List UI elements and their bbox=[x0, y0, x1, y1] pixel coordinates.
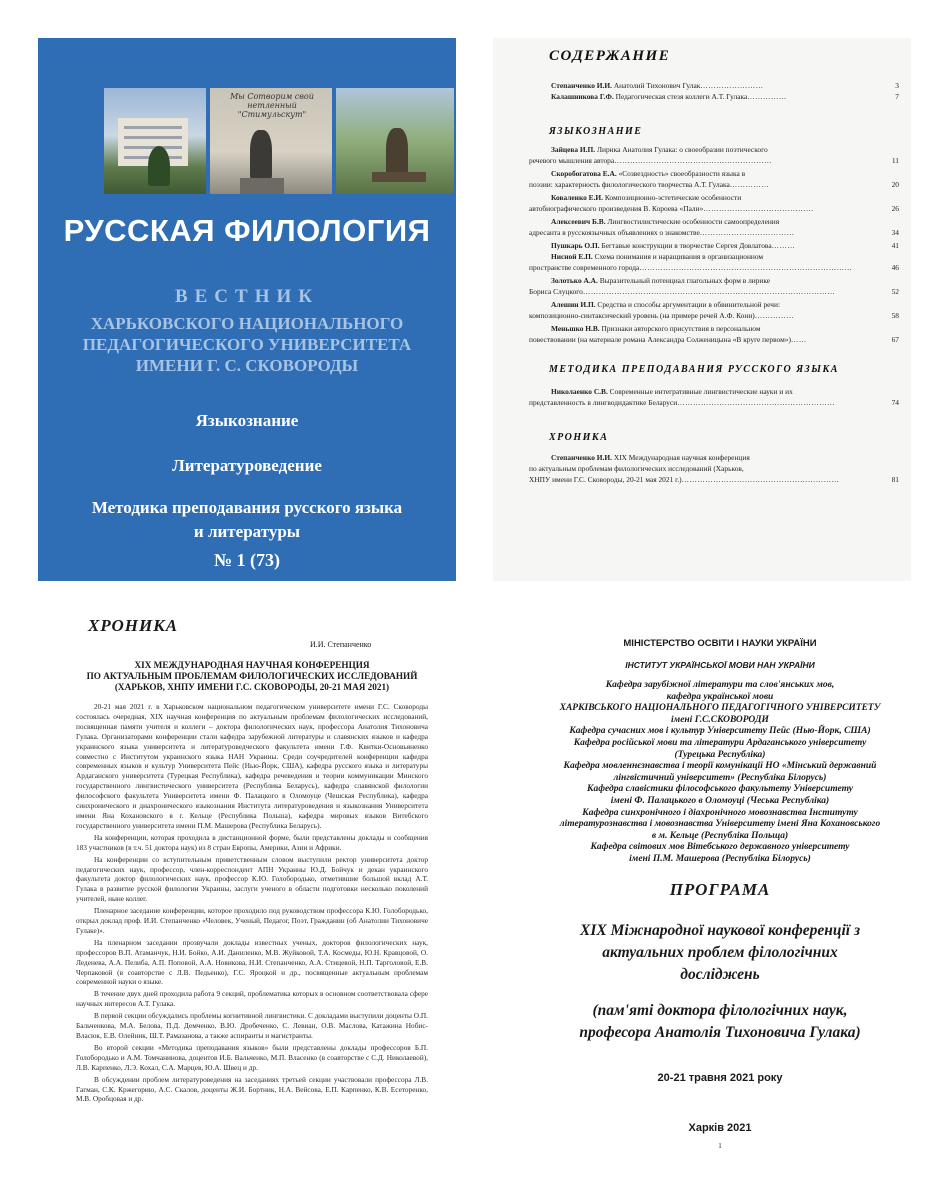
toc-entry: Коваленко Е.И. Композиционно-эстетические особенности автобиографического произведения В. Короева «Пали»…………………………………… 26 bbox=[529, 193, 899, 213]
program-title-page bbox=[510, 620, 930, 1180]
program-title: ПРОГРАМА bbox=[669, 880, 771, 899]
paragraph: На конференции, которая проходила в дистанционной форме, были представлены доклады и сообщения 183 участников (в т.ч. 51 доктора наук) из 8 стран Европы, Америки, Азии и Африки. bbox=[76, 832, 428, 852]
toc-entry: Зайцева И.П. Лирика Анатолия Гулака: о своеобразии поэтического речевого мышления автора…………………………………………………… 11 bbox=[529, 145, 899, 165]
toc-entry: Алексеевич Б.В. Лингвостилистические особенности самоопределения адресанта в русскоязычных объявлениях о знакомстве……………………………… 34 bbox=[529, 217, 899, 237]
toc-entry: Алешин И.П. Средства и способы аргументации в обвинительной речи: композиционно-синтаксический уровень (на примере речей А.Ф. Кони)…………… 58 bbox=[529, 300, 899, 320]
institute-name: ІНСТИТУТ УКРАЇНСЬКОЇ МОВИ НАН УКРАЇНИ bbox=[625, 660, 815, 670]
toc-entry: Скоробогатова Е.А. «Созвездность» своеобразности языка в поэзии: характерность филологического творчества А.Т. Гулака…………… 20 bbox=[529, 169, 899, 189]
toc-entry: Николаенко С.В. Современные интегративные лингвистические науки и их представленность в лингводидактике Беларуси…………………………………………………… 74 bbox=[529, 387, 899, 407]
journal-cover bbox=[38, 38, 456, 581]
chronicle-page bbox=[48, 600, 456, 1180]
chronicle-body bbox=[76, 702, 428, 1106]
page-number: 1 bbox=[718, 1142, 722, 1150]
toc-entry: Степанченко И.И. XIX Международная научная конференция по актуальным проблемам филологических исследований (Харьков, ХНПУ имени Г.С. Сковороды, 20-21 мая 2021 г.)…………………………………………………… 81 bbox=[529, 453, 899, 484]
cover-section-methodology: Методика преподавания русского языка и литературы bbox=[91, 498, 403, 541]
organizers-list: Кафедра зарубіжної літератури та слов'янських мов, кафедра української мови ХАРКІВСЬКОГО НАЦІОНАЛЬНОГО ПЕДАГОГІЧНОГО УНІВЕРСИТЕТУ імені Г.С.СКОВОРОДИ Кафедра сучасних мов і культур Університету Пейс (Нью-Йорк, США) Кафедра російської мови та літератури Ардаганського університету (Турецька Республіка) Кафедра мовленнєзнавства і теорії комунікації НО «Мінський державний лінгвістичний університет» (Республіка Білорусь) Кафедра славістики філософського факультету Університету імені Ф. Палацького в Оломоуці (Чеська Республіка) Кафедра синхронічного і діахронічного мовознавства Інституту літературознавства і мовознавства Університету імені Яна Кохановського в м. Кельце (Республіка Польща) Кафедра світових мов Вітебського державного університету імені П.М. Машерова (Республіка Білорусь) bbox=[559, 680, 881, 864]
paragraph: На конференции со вступительным приветственным словом выступили ректор университета доктор педагогических наук, профессор, член-корреспондент АПН Украины Ю.Д. Бойчук и декан украинского факультета доктор филологических наук, профессор К.Ю. Голобородько, отметившие большой вклад А.Т. Гулака в развитие русской филологии Украины, заслуги ученого в области подготовки несколько поколений учителей, ныне коллег. bbox=[76, 854, 428, 904]
cover-title: РУССКАЯ ФИЛОЛОГИЯ bbox=[63, 213, 431, 248]
toc-entry: Степанченко И.И. Анатолий Тихонович Гулак…………………… 3 bbox=[551, 81, 899, 90]
cover-section-literature: Литературоведение bbox=[172, 456, 322, 475]
conference-name: XIX Міжнародної наукової конференції з актуальних проблем філологічних досліджень bbox=[580, 922, 860, 983]
table-of-contents-page bbox=[493, 38, 911, 581]
memorial-dedication: (пам'яті доктора філологічних наук, професора Анатолія Тихоновича Гулака) bbox=[579, 1002, 861, 1041]
toc-entry: Меньшко Н.В. Признаки авторского присутствия в персональном повествовании (на материале романа Александра Солженицына «В круге первом»)…… 67 bbox=[529, 324, 899, 344]
paragraph: Во второй секции «Методика преподавания языков» были представлены доклады профессоров Б.П. Голобородько и А.М. Томчанинова, доцентов И.Б. Вальченко, М.П. Власенко (в соавторстве с С.Д. Николаевой), Л.В. Карпенко, Л.Э. Кохал, С.А. Марцев, Ю.А. Швец и др. bbox=[76, 1042, 428, 1072]
cover-issue-number: № 1 (73) bbox=[213, 550, 281, 570]
paragraph: 20-21 мая 2021 г. в Харьковском национальном педагогическом университете имени Г.С. Сковороды состоялась очередная, XIX научная конференция по актуальным проблемам филологических исследований, посвященная памяти учителя и коллеги – доктора филологических наук, профессора Анатолия Тихоновича Гулака. Организаторами конференции стали кафедра зарубежной литературы и славянских языков и кафедра украинского языка университета и литературоведческого факультета имени Г.Ф. Квитки-Основьяненко совместно с Институтом украинского языка НАН Украины. Среди соучредителей конференции кафедра современных языков и культур Университета Пейс (Нью-Йорк, США), кафедра русского языка и литературы Ардаганского университета (Турецкая Республика), кафедра речеведения и теории коммуникации Минского государственного лингвистического университета (Республика Беларусь), кафедра славянской филологии философского факультета Университета имени Ф. Палацкого в Оломоуце (Чешская Республика), кафедра синхронического и диахронического языкознания Института литературоведения и языкознания Университета имени Яна Кохановского в г. Кельце (Республика Польша), кафедра мировых языков Витебского государственного университета имени П.М. Машерова (Республика Беларусь). bbox=[76, 702, 428, 830]
conference-date: 20-21 травня 2021 року bbox=[657, 1072, 783, 1084]
toc-entry: Пушкарь О.П. Бегтавые конструкции в творчестве Сергея Довлатова……… 41 bbox=[551, 241, 899, 250]
cover-university: ХАРЬКОВСКОГО НАЦИОНАЛЬНОГО ПЕДАГОГИЧЕСКОГО УНИВЕРСИТЕТА ИМЕНИ Г. С. СКОВОРОДЫ bbox=[82, 314, 412, 375]
chronicle-title: XIX МЕЖДУНАРОДНАЯ НАУЧНАЯ КОНФЕРЕНЦИЯ ПО АКТУАЛЬНЫМ ПРОБЛЕМАМ ФИЛОЛОГИЧЕСКИХ ИССЛЕДОВАНИЙ (ХАРЬКОВ, ХНПУ ИМЕНИ Г.С. СКОВОРОДЫ, 20-21 МАЯ 2021) bbox=[86, 660, 418, 692]
cover-vestnik: ВЕСТНИК bbox=[174, 286, 320, 307]
cover-section-linguistics: Языкознание bbox=[195, 411, 299, 430]
chronicle-author: И.И. Степанченко bbox=[310, 640, 372, 649]
paragraph: В обсуждении проблем литературоведения на заседаниях третьей секции участвовали профессора Л.В. Гагман, С.К. Кржегорию, А.С. Скалов, доценты Ж.И. Бортник, Н.А. Вейсова, Е.П. Карпенко, К.В. Есеторенко, М.В. Оробцовая и др. bbox=[76, 1074, 428, 1104]
photo-inscription: Мы Сотворим свой нетленный "Стимульскут" bbox=[230, 92, 314, 119]
chronicle-heading: ХРОНИКА bbox=[88, 616, 179, 635]
cover-photo-strip bbox=[104, 88, 454, 194]
toc-entry: Калашникова Г.Ф. Педагогическая стезя коллеги А.Т. Гулака…………… 7 bbox=[551, 92, 899, 101]
toc-section-title: МЕТОДИКА ПРЕПОДАВАНИЯ РУССКОГО ЯЗЫКА bbox=[549, 364, 839, 375]
university-building-photo bbox=[104, 88, 206, 194]
toc-section-title: ЯЗЫКОЗНАНИЕ bbox=[549, 126, 643, 137]
publication-city-year: Харків 2021 bbox=[688, 1122, 752, 1134]
paragraph: В первой секции обсуждались проблемы когнитивной лингвистики. С докладами выступили доценты О.П. Бальченкова, М.А. Белова, П.Д. Демченко, В.Ю. Дробеченко, С. Левиан, О.В. Маслова, Катажина Нобис-Власюк, Е.В. Олейник, Ш.Т. Рамазанова, а также аспиранты и магистранты. bbox=[76, 1011, 428, 1040]
skovoroda-monument-photo bbox=[210, 88, 332, 194]
contents-heading: СОДЕРЖАНИЕ bbox=[549, 48, 671, 64]
paragraph: На пленарном заседании прозвучали доклады известных ученых, докторов филологических наук, профессоров В.П. Атаманчук, Н.И. Бойко, А.И. Даниленко, М.В. Жуйковой, Т.А. Космеды, Ю.Н. Кравцовой, О. Леденева, А.А. Пелиба, А.П. Поповой, А.А. Новикова, Н.И. Степанченко, А.А. Стицевой, Н.П. Тарголовой, Е.В. Черпаковой (в соавторстве с Л.В. Педьенко), Г.С. Яроцкой и др., посвященные актуальным проблемам современной науки о языке. bbox=[76, 937, 428, 987]
paragraph: Пленарное заседание конференции, которое проходило под руководством профессора К.Ю. Голобородько, открыл доклад проф. И.И. Степанченко «Человек, Ученый, Педагог, Поэт, Гражданин (об Анатолии Тихоновиче Гулаке)». bbox=[76, 906, 428, 935]
park-sculpture-photo bbox=[336, 88, 454, 194]
toc-entry: Нисной Е.П. Схема понимания и наращивания в организационном пространстве современного города……………………………………………………………………… 46 bbox=[529, 252, 899, 272]
toc-section-title: ХРОНИКА bbox=[549, 432, 609, 443]
toc-entry: Золотько А.А. Выразительный потенциал глагольных форм в лирике Бориса Слуцкого…………………………………………………………………………………… 52 bbox=[529, 276, 899, 296]
ministry-name: МІНІСТЕРСТВО ОСВІТИ І НАУКИ УКРАЇНИ bbox=[623, 638, 817, 649]
paragraph: В течение двух дней проходила работа 9 секций, проблематика которых в основном соответствовала сфере научных интересов А.Т. Гулака. bbox=[76, 989, 428, 1009]
